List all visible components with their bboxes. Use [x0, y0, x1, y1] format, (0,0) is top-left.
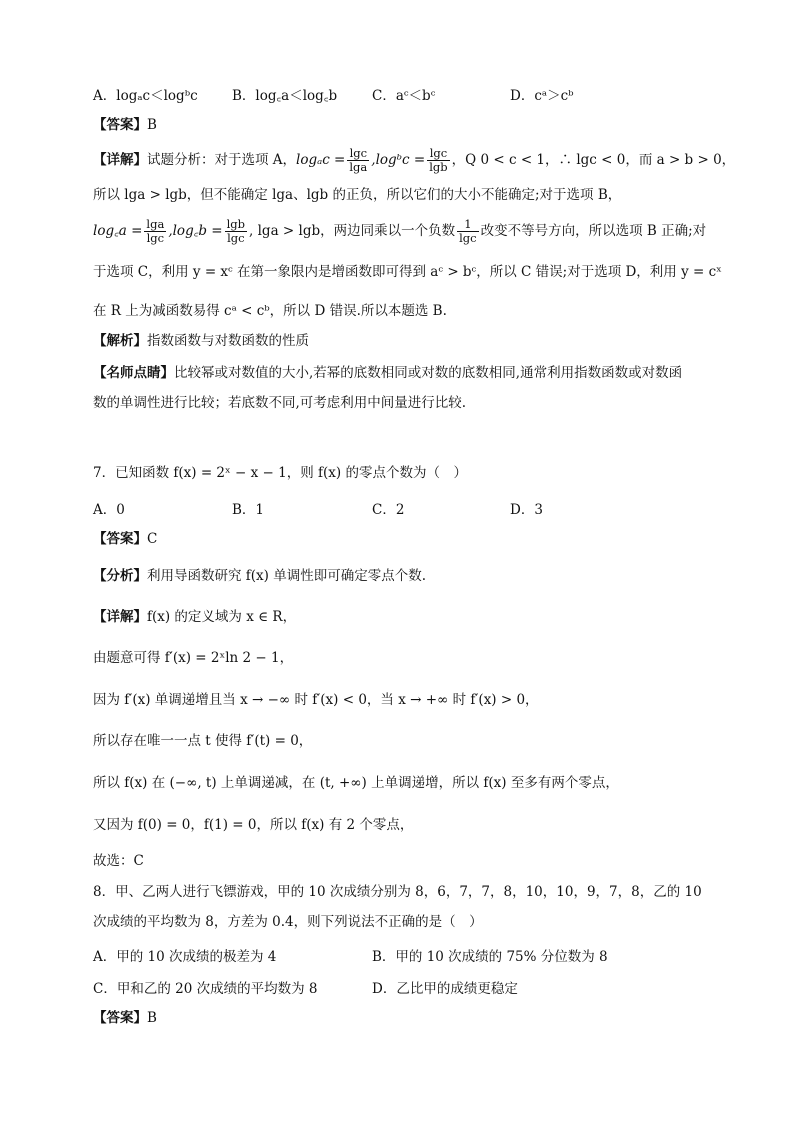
q6-option-b: B．log꜀a＜log꜀b: [232, 88, 338, 104]
q7-option-c: C．2: [372, 502, 405, 518]
q7-option-d: D．3: [510, 502, 543, 518]
q6-tip-line-2: 数的单调性进行比较；若底数不同,可考虑利用中间量进行比较.: [93, 395, 467, 411]
fraction: [225, 218, 247, 245]
fraction-denominator: lga: [349, 160, 368, 174]
detail-text: 试题分析：对于选项 A，: [147, 152, 297, 168]
q7-conclusion: 故选：C: [93, 853, 144, 869]
q7-option-a: A．0: [93, 502, 125, 518]
q7-option-b: B．1: [232, 502, 265, 518]
answer-value: C: [147, 531, 158, 547]
fraction-numerator: lga: [146, 217, 165, 231]
math-expr: ,log꜀b =: [168, 223, 223, 239]
fraction-numerator: 1: [457, 218, 478, 232]
fraction-numerator: lgb: [226, 217, 246, 231]
q6-detail-line-2: 所以 lga > lgb，但不能确定 lga、lgb 的正负，所以它们的大小不能确定;对于选项 B，: [93, 187, 622, 203]
q8-option-b: B．甲的 10 次成绩的 75% 分位数为 8: [372, 949, 608, 965]
q8-option-c: C．甲和乙的 20 次成绩的平均数为 8: [93, 981, 318, 997]
answer-tag: 【答案】: [93, 1010, 147, 1026]
q8-stem-line-1: 8．甲、乙两人进行飞镖游戏，甲的 10 次成绩分别为 8，6，7，7，8，10，10，9，7，8，乙的 10: [93, 884, 702, 900]
detail-text: f(x) 的定义域为 x ∈ R，: [147, 609, 297, 625]
analysis-tag: 【分析】: [93, 568, 147, 584]
detail-text: ，Q 0 < c < 1，∴ lgc < 0，而 a > b > 0，: [451, 152, 736, 168]
q7-stem: 7．已知函数 f(x) = 2ˣ − x − 1，则 f(x) 的零点个数为（ ）: [93, 465, 467, 481]
analysis-tag: 【解析】: [93, 333, 147, 349]
fraction: [427, 147, 449, 174]
q6-option-c: C．aᶜ＜bᶜ: [372, 88, 436, 104]
q6-tip-line-1: [93, 363, 682, 383]
detail-text: 改变不等号方向，所以选项 B 正确;对: [480, 223, 707, 239]
fraction: [457, 218, 478, 245]
q6-detail-line-4: 于选项 C，利用 y = xᶜ 在第一象限内是增函数即可得到 aᶜ > bᶜ，所以 C 错误;对于选项 D，利用 y = cˣ: [93, 264, 722, 280]
q6-option-d: D．cᵃ＞cᵇ: [510, 88, 574, 104]
math-expr: logₐc =: [296, 152, 346, 168]
answer-value: B: [147, 1010, 157, 1026]
answer-tag: 【答案】: [93, 531, 147, 547]
tip-tag: 【名师点睛】: [93, 365, 174, 381]
detail-text: , lga > lgb，两边同乘以一个负数: [249, 223, 456, 239]
q8-option-d: D．乙比甲的成绩更稳定: [372, 981, 518, 997]
fraction-denominator: lgc: [146, 231, 165, 245]
answer-value: B: [147, 117, 157, 133]
fraction-denominator: lgc: [459, 231, 477, 245]
q6-analysis: [93, 331, 309, 351]
q7-detail-line-2: 由题意可得 f′(x) = 2ˣln 2 − 1，: [93, 650, 294, 666]
q7-detail-line-4: 所以存在唯一一点 t 使得 f′(t) = 0，: [93, 733, 313, 749]
math-expr: ,logᵇc =: [371, 152, 426, 168]
q6-detail-line-3: [93, 214, 706, 248]
tip-text: 比较幂或对数值的大小,若幂的底数相同或对数的底数相同,通常利用指数函数或对数函: [174, 365, 683, 381]
fraction-numerator: lgc: [347, 147, 369, 161]
q7-detail-line-1: [93, 607, 296, 627]
q6-detail-line-5: 在 R 上为减函数易得 cᵃ < cᵇ，所以 D 错误.所以本题选 B.: [93, 303, 447, 319]
fraction: [347, 147, 369, 174]
q7-analysis: [93, 566, 426, 586]
fraction-numerator: lgc: [427, 147, 449, 161]
detail-tag: 【详解】: [93, 152, 147, 168]
q7-detail-line-5: 所以 f(x) 在 (−∞, t) 上单调递减，在 (t, +∞) 上单调递增，所以 f(x) 至多有两个零点，: [93, 775, 619, 791]
detail-tag: 【详解】: [93, 609, 147, 625]
q6-detail-line-1: [93, 143, 735, 177]
answer-tag: 【答案】: [93, 117, 147, 133]
analysis-text: 指数函数与对数函数的性质: [147, 333, 309, 349]
q7-answer: [93, 529, 157, 549]
q7-detail-line-3: 因为 f′(x) 单调递增且当 x → −∞ 时 f′(x) < 0，当 x → +∞ 时 f′(x) > 0，: [93, 692, 539, 708]
q6-answer: [93, 115, 157, 135]
q8-option-a: A．甲的 10 次成绩的极差为 4: [93, 949, 277, 965]
q8-answer: [93, 1008, 157, 1028]
fraction-denominator: lgb: [429, 160, 448, 174]
q6-option-a: A．logₐc＜logᵇc: [93, 88, 198, 104]
q7-detail-line-6: 又因为 f(0) = 0，f(1) = 0，所以 f(x) 有 2 个零点，: [93, 817, 414, 833]
math-expr: log꜀a =: [93, 223, 143, 239]
fraction-denominator: lgc: [227, 231, 245, 245]
q8-stem-line-2: 次成绩的平均数为 8，方差为 0.4，则下列说法不正确的是（ ）: [93, 914, 483, 930]
analysis-text: 利用导函数研究 f(x) 单调性即可确定零点个数.: [147, 568, 427, 584]
fraction: [144, 218, 166, 245]
